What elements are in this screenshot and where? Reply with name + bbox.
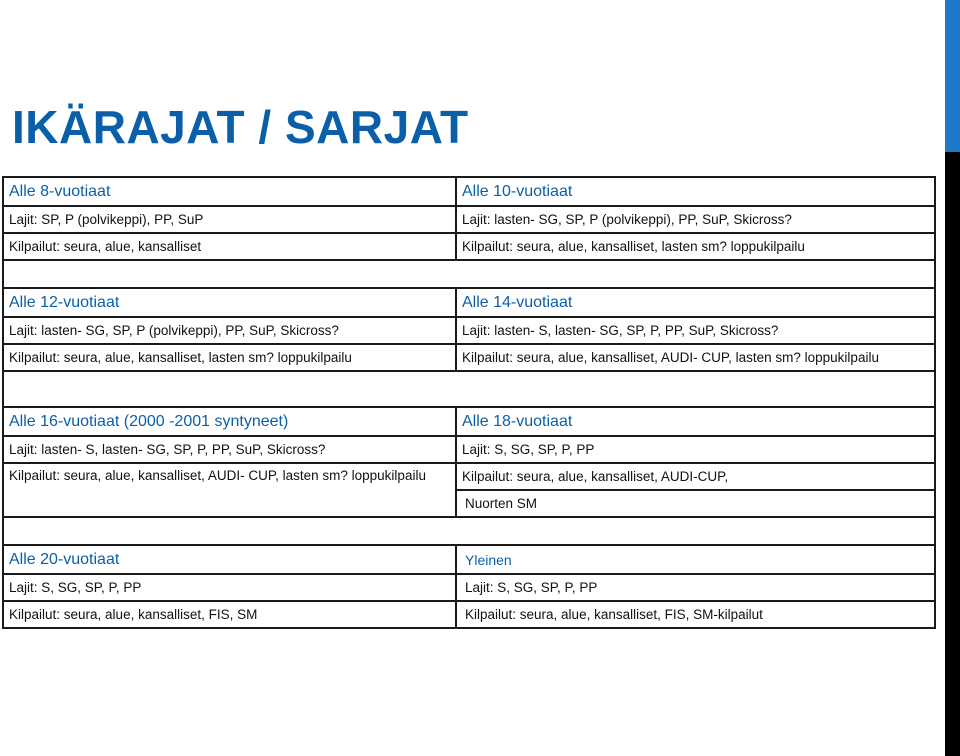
lajit-text: Lajit: lasten- S, lasten- SG, SP, P, PP, SuP, Skicross? xyxy=(456,317,935,344)
category-heading: Alle 14-vuotiaat xyxy=(456,288,935,317)
table-row xyxy=(3,407,935,436)
category-table xyxy=(2,176,936,629)
table-row xyxy=(3,601,935,628)
table-row xyxy=(3,177,935,206)
lajit-text: Lajit: lasten- S, lasten- SG, SP, P, PP, SuP, Skicross? xyxy=(3,436,456,463)
table-row xyxy=(3,206,935,233)
spacer-row xyxy=(3,260,935,288)
table-row xyxy=(3,288,935,317)
table-row xyxy=(3,317,935,344)
table-row xyxy=(3,463,935,490)
category-heading: Alle 12-vuotiaat xyxy=(3,288,456,317)
page-title: IKÄRAJAT / SARJAT xyxy=(12,101,469,153)
lajit-text: Lajit: lasten- SG, SP, P (polvikeppi), PP, SuP, Skicross? xyxy=(456,206,935,233)
lajit-text: Lajit: S, SG, SP, P, PP xyxy=(3,574,456,601)
table-row xyxy=(3,436,935,463)
kilpailut-text: Kilpailut: seura, alue, kansalliset, AUDI-CUP, xyxy=(456,463,935,490)
table-row xyxy=(3,574,935,601)
extra-text: Nuorten SM xyxy=(456,490,935,517)
lajit-text: Lajit: S, SG, SP, P, PP xyxy=(456,574,935,601)
category-heading: Alle 10-vuotiaat xyxy=(456,177,935,206)
kilpailut-text: Kilpailut: seura, alue, kansalliset, FIS, SM-kilpailut xyxy=(456,601,935,628)
lajit-text: Lajit: SP, P (polvikeppi), PP, SuP xyxy=(3,206,456,233)
spacer-row xyxy=(3,517,935,545)
table-row xyxy=(3,344,935,371)
table-row xyxy=(3,545,935,574)
category-heading: Alle 18-vuotiaat xyxy=(456,407,935,436)
spacer-row xyxy=(3,371,935,407)
kilpailut-text: Kilpailut: seura, alue, kansalliset, AUDI- CUP, lasten sm? loppukilpailu xyxy=(456,344,935,371)
category-heading: Alle 8-vuotiaat xyxy=(3,177,456,206)
lajit-text: Lajit: lasten- SG, SP, P (polvikeppi), PP, SuP, Skicross? xyxy=(3,317,456,344)
category-heading: Alle 16-vuotiaat (2000 -2001 syntyneet) xyxy=(3,407,456,436)
category-heading: Alle 20-vuotiaat xyxy=(3,545,456,574)
kilpailut-text: Kilpailut: seura, alue, kansalliset, FIS, SM xyxy=(3,601,456,628)
category-heading: Yleinen xyxy=(456,545,935,574)
table-row xyxy=(3,233,935,260)
kilpailut-text: Kilpailut: seura, alue, kansalliset xyxy=(3,233,456,260)
accent-bar-dark xyxy=(945,152,960,756)
kilpailut-text: Kilpailut: seura, alue, kansalliset, lasten sm? loppukilpailu xyxy=(3,344,456,371)
kilpailut-text: Kilpailut: seura, alue, kansalliset, lasten sm? loppukilpailu xyxy=(456,233,935,260)
kilpailut-text: Kilpailut: seura, alue, kansalliset, AUDI- CUP, lasten sm? loppukilpailu xyxy=(3,463,456,517)
accent-bar-blue xyxy=(945,0,960,152)
lajit-text: Lajit: S, SG, SP, P, PP xyxy=(456,436,935,463)
